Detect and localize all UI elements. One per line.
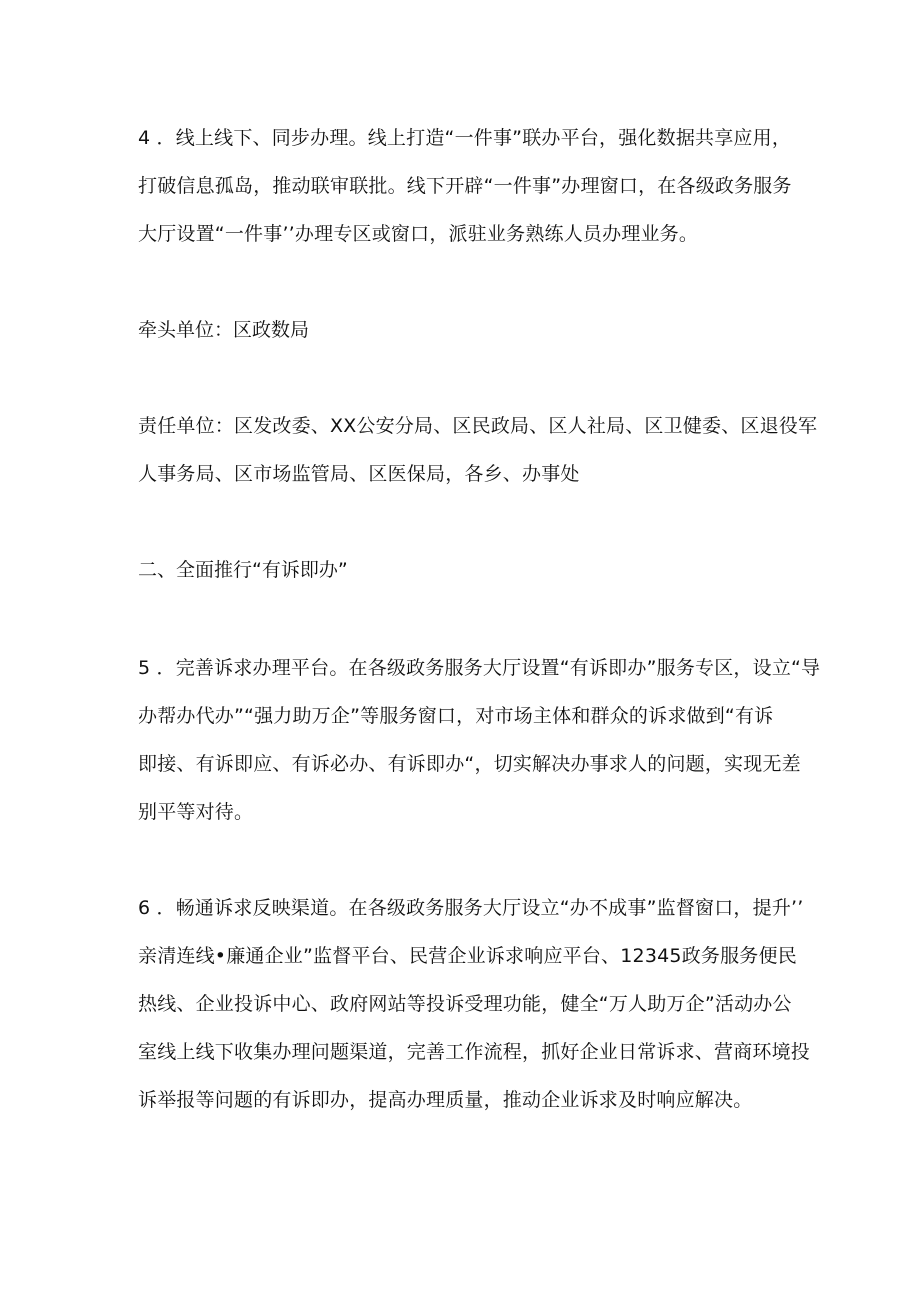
item-4-line-2: 打破信息孤岛，推动联审联批。线下开辟“一件事”办理窗口，在各级政务服务 [138, 175, 792, 197]
item-6-line-1: 6 ．畅通诉求反映渠道。在各级政务服务大厅设立“办不成事”监督窗口，提升’’ [138, 897, 804, 919]
item-5-paragraph [138, 644, 821, 836]
item-5-line-4: 别平等对待。 [138, 801, 254, 823]
item-6-paragraph [138, 884, 811, 1124]
responsible-units-line-1: 责任单位：区发改委、XX公安分局、区民政局、区人社局、区卫健委、区退役军 [138, 415, 818, 437]
item-5-line-3: 即接、有诉即应、有诉必办、有诉即办“，切实解决办事求人的问题，实现无差 [138, 753, 801, 775]
item-6-line-5: 诉举报等问题的有诉即办，提高办理质量，推动企业诉求及时响应解决。 [138, 1089, 753, 1111]
item-4-line-3: 大厅设置“一件事’’办理专区或窗口，派驻业务熟练人员办理业务。 [138, 223, 699, 245]
item-4-line-1: 4 ．线上线下、同步办理。线上打造“一件事”联办平台，强化数据共享应用， [138, 127, 792, 149]
item-6-line-3: 热线、企业投诉中心、政府网站等投诉受理功能，健全“万人助万企”活动办公 [138, 993, 792, 1015]
section-two-title: 二、全面推行“有诉即办” [138, 559, 348, 581]
item-6-line-2: 亲清连线•廉通企业”监督平台、民营企业诉求响应平台、12345政务服务便民 [138, 945, 797, 967]
item-5-line-1: 5 ．完善诉求办理平台。在各级政务服务大厅设置“有诉即办”服务专区，设立“导 [138, 657, 821, 679]
lead-unit-line: 牵头单位：区政数局 [138, 319, 310, 341]
item-4-paragraph [138, 114, 792, 258]
responsible-units-paragraph [138, 402, 818, 498]
item-6-line-4: 室线上线下收集办理问题渠道，完善工作流程，抓好企业日常诉求、营商环境投 [138, 1041, 811, 1063]
item-5-line-2: 办帮办代办”“强力助万企”等服务窗口，对市场主体和群众的诉求做到“有诉 [138, 705, 774, 727]
responsible-units-line-2: 人事务局、区市场监管局、区医保局，各乡、办事处 [138, 463, 580, 485]
